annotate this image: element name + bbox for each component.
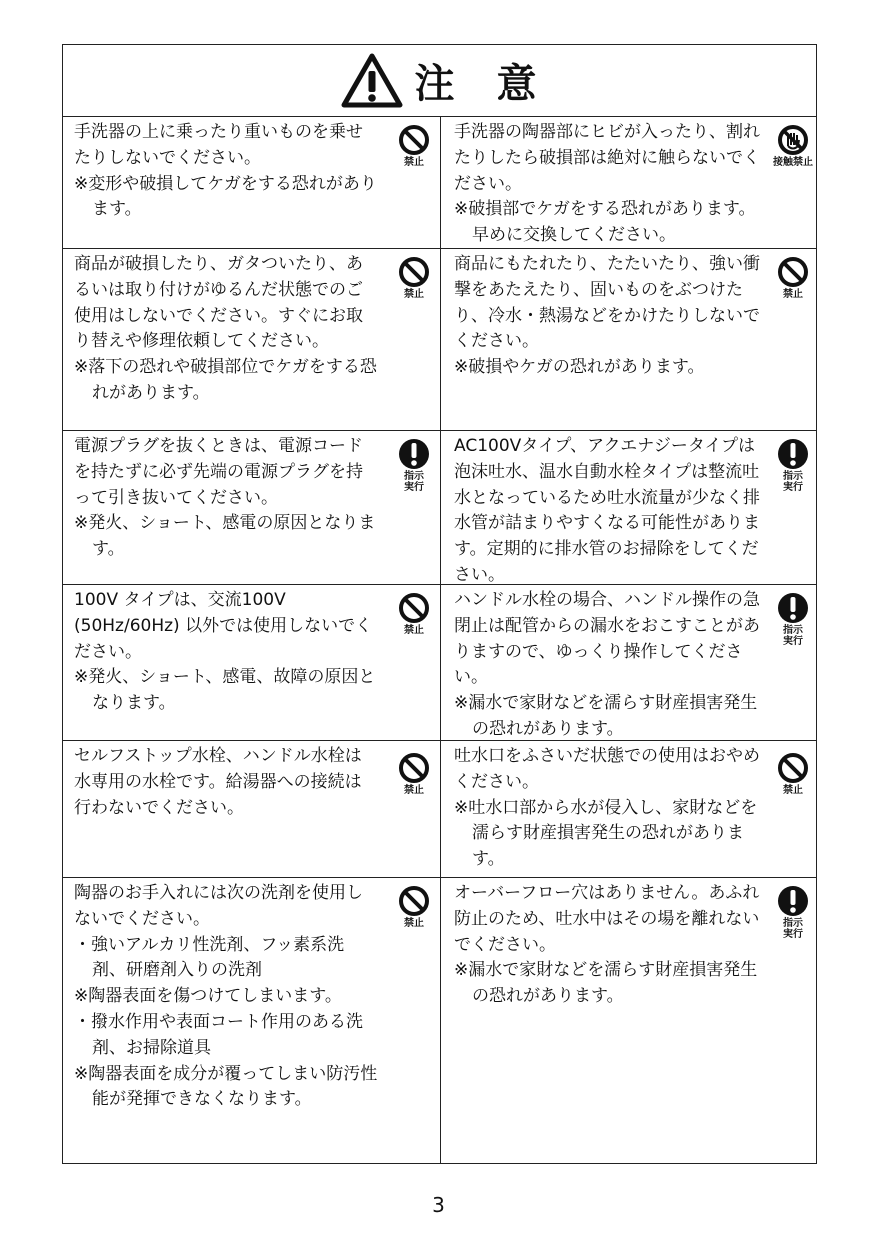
symbol-label: 接触禁止 — [773, 157, 813, 168]
title-char-1: 注 — [414, 61, 457, 107]
symbol — [773, 592, 813, 647]
mandatory-action-icon — [398, 438, 430, 470]
caution-note: ※吐水口部から水が侵入し、家財などを濡らす財産損害発生の恐れがあります。 — [454, 797, 758, 870]
caution-line: 電源プラグを抜くときは、電源コードを持たずに必ず先端の電源プラグを持って引き抜いてください。 — [74, 436, 363, 508]
caution-line: 商品が破損したり、ガタついたり、あるいは取り付けがゆるんだ状態でのご使用はしないでください。すぐにお取り替えや修理依頼してください。 — [74, 254, 363, 352]
caution-text — [454, 120, 761, 249]
row-divider — [63, 430, 816, 431]
prohibition-icon — [398, 592, 430, 624]
prohibition-icon — [398, 256, 430, 288]
caution-cell — [63, 742, 440, 877]
symbol — [394, 752, 434, 796]
caution-note: ※漏水で家財などを濡らす財産損害発生の恐れがあります。 — [454, 693, 758, 739]
caution-line: 陶器のお手入れには次の洗剤を使用しないでください。 — [74, 883, 363, 929]
symbol-label: 禁止 — [404, 289, 424, 300]
caution-cell — [63, 586, 440, 740]
page-title — [415, 52, 539, 109]
caution-cell — [441, 586, 817, 740]
symbol — [773, 752, 813, 796]
caution-cell — [63, 879, 440, 1163]
symbol — [394, 124, 434, 168]
caution-text — [454, 252, 761, 381]
symbol — [773, 124, 813, 168]
caution-cell — [441, 432, 817, 584]
symbol-label: 禁止 — [404, 918, 424, 929]
caution-line: オーバーフロー穴はありません。あふれ防止のため、吐水中はその場を離れないでください。 — [454, 883, 760, 955]
caution-line: AC100Vタイプ、アクエナジータイプは泡沫吐水、温水自動水栓タイプは整流吐水となっているため吐水流量が少なく排水管が詰まりやすくなる可能性があります。定期的に排水管のお掃除をしてください。 — [454, 436, 760, 585]
caution-line: 手洗器の上に乗ったり重いものを乗せたりしないでください。 — [74, 122, 363, 168]
symbol-label: 指示実行 — [783, 471, 803, 493]
caution-note: ※陶器表面を成分が覆ってしまい防汚性能が発揮できなくなります。 — [74, 1063, 378, 1110]
symbol-label: 指示実行 — [404, 471, 424, 493]
caution-note: ※発火、ショート、感電、故障の原因となります。 — [74, 667, 376, 714]
mandatory-action-icon — [777, 438, 809, 470]
prohibition-icon — [398, 124, 430, 156]
symbol-label: 禁止 — [783, 785, 803, 796]
symbol-label: 禁止 — [404, 625, 424, 636]
warning-triangle-icon — [341, 53, 403, 109]
symbol — [394, 256, 434, 300]
page-number: 3 — [432, 1193, 445, 1217]
caution-text — [74, 881, 378, 1113]
caution-text — [74, 744, 378, 821]
caution-cell — [63, 250, 440, 430]
symbol — [773, 885, 813, 940]
caution-cell — [63, 432, 440, 584]
prohibition-icon — [777, 256, 809, 288]
caution-cell — [441, 742, 817, 877]
caution-line: 100V タイプは、交流100V (50Hz/60Hz) 以外では使用しないでください。 — [74, 590, 373, 662]
prohibition-icon — [398, 885, 430, 917]
caution-note: ※破損やケガの恐れがあります。 — [454, 357, 705, 378]
mandatory-action-icon — [777, 885, 809, 917]
caution-text — [74, 588, 378, 717]
prohibition-icon — [398, 752, 430, 784]
caution-note: ※発火、ショート、感電の原因となります。 — [74, 513, 376, 560]
caution-line: 手洗器の陶器部にヒビが入ったり、割れたりしたら破損部は絶対に触らないでください。 — [454, 122, 760, 194]
caution-note: ※変形や破損してケガをする恐れがあります。 — [74, 173, 377, 220]
caution-note: ※陶器表面を傷つけてしまいます。 — [74, 986, 342, 1007]
caution-text — [74, 434, 378, 563]
caution-cell — [441, 250, 817, 430]
caution-line: セルフストップ水栓、ハンドル水栓は水専用の水栓です。給湯器への接続は行わないでください。 — [74, 746, 362, 818]
caution-text — [454, 744, 761, 873]
symbol-label: 指示実行 — [783, 625, 803, 647]
caution-line: ハンドル水栓の場合、ハンドル操作の急閉止は配管からの漏水をおこすことがありますので、ゆっくり操作してください。 — [454, 590, 760, 688]
prohibition-icon — [777, 752, 809, 784]
caution-note: ※落下の恐れや破損部位でケガをする恐れがあります。 — [74, 357, 377, 403]
symbol-label: 指示実行 — [783, 918, 803, 940]
caution-note: ※漏水で家財などを濡らす財産損害発生の恐れがあります。 — [454, 960, 758, 1007]
caution-text — [454, 434, 761, 589]
caution-cell — [63, 118, 440, 248]
row-divider — [63, 877, 816, 878]
caution-table — [62, 44, 817, 1164]
caution-cell — [441, 879, 817, 1163]
symbol — [394, 885, 434, 929]
caution-text — [454, 588, 761, 743]
symbol-label: 禁止 — [404, 785, 424, 796]
caution-bullet: ・強いアルカリ性洗剤、フッ素系洗剤、研磨剤入りの洗剤 — [74, 934, 345, 981]
symbol — [394, 438, 434, 493]
caution-header — [63, 45, 816, 117]
symbol — [773, 256, 813, 300]
symbol-label: 禁止 — [783, 289, 803, 300]
caution-cell — [441, 118, 817, 248]
title-char-2: 意 — [496, 61, 539, 107]
do-not-touch-icon — [777, 124, 809, 156]
caution-line: 吐水口をふさいだ状態での使用はおやめください。 — [454, 746, 760, 792]
caution-text — [454, 881, 761, 1010]
symbol — [773, 438, 813, 493]
symbol-label: 禁止 — [404, 157, 424, 168]
mandatory-action-icon — [777, 592, 809, 624]
caution-note: ※破損部でケガをする恐れがあります。早めに交換してください。 — [454, 199, 756, 246]
caution-text — [74, 252, 378, 407]
symbol — [394, 592, 434, 636]
caution-line: 商品にもたれたり、たたいたり、強い衝撃をあたえたり、固いものをぶつけたり、冷水・熱湯などをかけたりしないでください。 — [454, 254, 760, 352]
caution-bullet: ・撥水作用や表面コート作用のある洗剤、お掃除道具 — [74, 1011, 363, 1058]
caution-text — [74, 120, 378, 223]
